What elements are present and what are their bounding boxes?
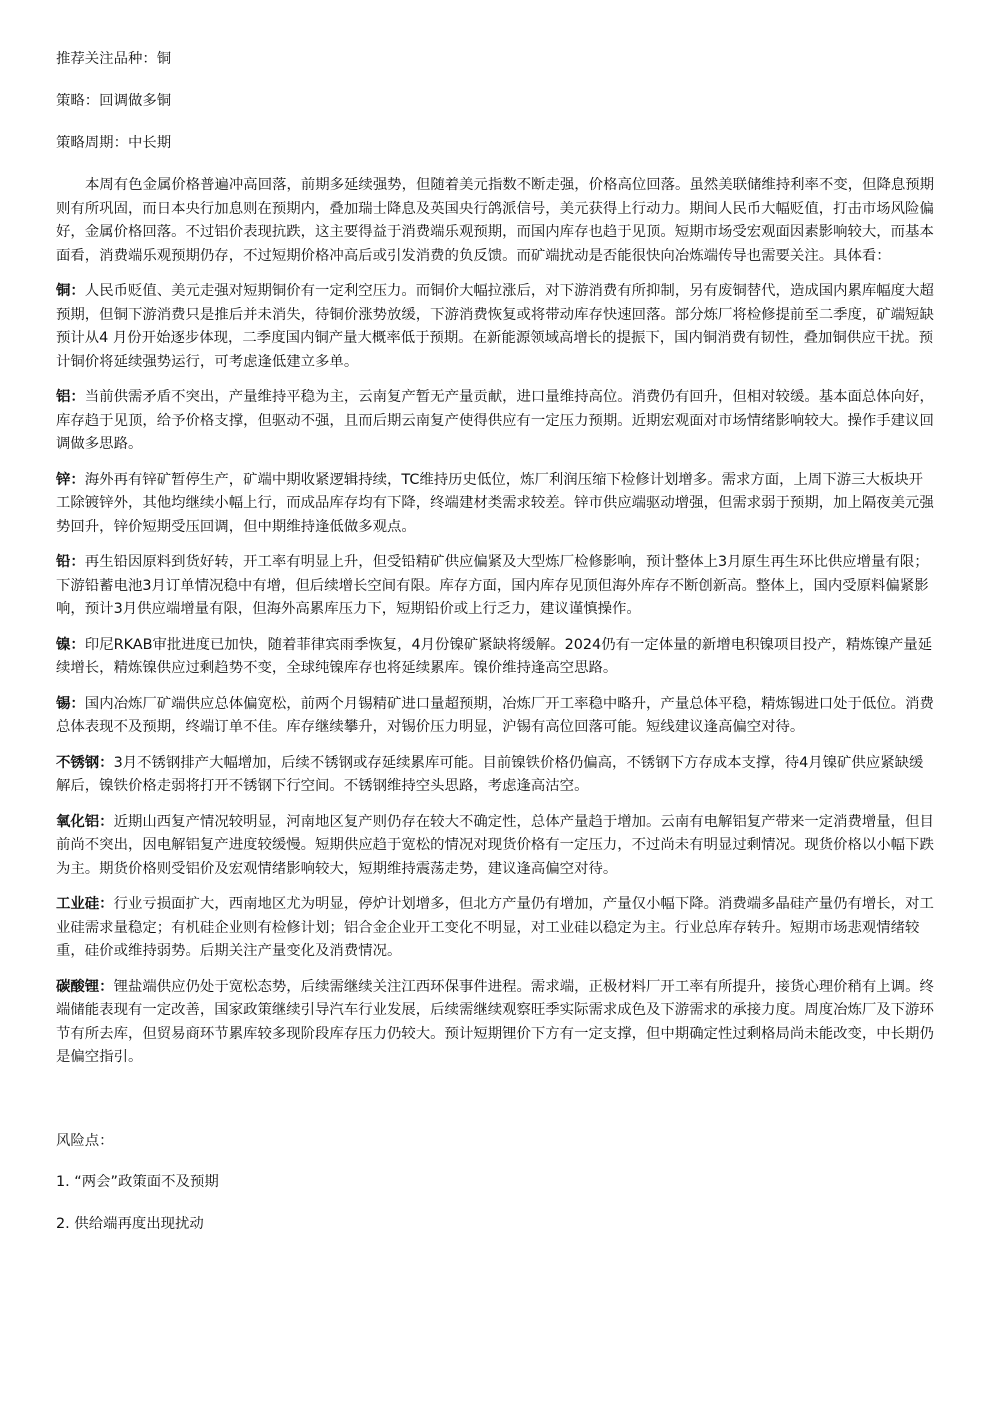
commodity-label: 锡： <box>56 695 85 712</box>
commodity-text: 近期山西复产情况较明显，河南地区复产则仍存在较大不确定性，总体产量趋于增加。云南有电解铝复产带来一定消费增量，但目前尚不突出，因电解铝复产进度较缓慢。短期供应趋于宽松的情况对现货价格有一定压力，不过尚未有明显过剩情况。现货价格以小幅下跌为主。期货价格则受铝价及宏观情绪影响较大，短期维持震荡走势，建议逢高偏空对待。 <box>56 813 934 877</box>
commodity-label: 碳酸锂： <box>56 978 114 995</box>
commodity-section <box>56 752 936 799</box>
commodity-text: 3月不锈钢排产大幅增加，后续不锈钢或存延续累库可能。目前镍铁价格仍偏高，不锈钢下方存成本支撑，待4月镍矿供应紧缺缓解后，镍铁价格走弱将打开不锈钢下行空间。不锈钢维持空头思路，考虑逢高沽空。 <box>56 754 924 794</box>
risk-item: 1. “两会”政策面不及预期 <box>56 1174 219 1190</box>
commodity-label: 铅： <box>56 554 85 570</box>
commodity-text: 行业亏损面扩大，西南地区尤为明显，停炉计划增多，但北方产量仍有增加，产量仅小幅下降。消费端多晶硅产量仍有增长，对工业硅需求量稳定；有机硅企业则有检修计划；铝合金企业开工变化不明显，对工业硅以稳定为主。行业总库存转升。短期市场悲观情绪较重，硅价或维持弱势。后期关注产量变化及消费情况。 <box>56 896 934 959</box>
commodity-label: 不锈钢： <box>56 754 114 771</box>
commodity-section <box>56 551 936 622</box>
commodity-text: 人民币贬值、美元走强对短期铜价有一定利空压力。而铜价大幅拉涨后，对下游消费有所抑制，另有废铜替代，造成国内累库幅度大超预期，但铜下游消费只是推后并未消失，待铜价涨势放缓，下游消费恢复或将带动库存快速回落。部分炼厂将检修提前至二季度，矿端短缺预计从4 月份开始逐步体现，二季度国内铜产量大概率低于预期。在新能源领域高增长的提振下，国内铜消费有韧性，叠加铜供应干扰。预计铜价将延续强势运行，可考虑逢低建立多单。 <box>56 283 934 370</box>
commodity-text: 印尼RKAB审批进度已加快，随着菲律宾雨季恢复，4月份镍矿紧缺将缓解。2024仍有一定体量的新增电积镍项目投产，精炼镍产量延续增长，精炼镍供应过剩趋势不变，全球纯镍库存也将延续累库。镍价维持逢高空思路。 <box>56 636 933 676</box>
commodity-section <box>56 386 936 457</box>
commodity-label: 氧化铝： <box>56 813 114 830</box>
commodity-section <box>56 469 936 540</box>
commodity-label: 镍： <box>56 636 85 653</box>
commodity-sections <box>56 280 936 1070</box>
risk-item: 2. 供给端再度出现扰动 <box>56 1215 204 1232</box>
strategy-period: 策略周期：中长期 <box>56 135 172 151</box>
report-body <box>56 48 936 1254</box>
commodity-label: 锌： <box>56 471 85 488</box>
commodity-section <box>56 280 936 374</box>
commodity-text: 当前供需矛盾不突出，产量维持平稳为主，云南复产暂无产量贡献，进口量维持高位。消费仍有回升，但相对较缓。基本面总体向好，库存趋于见顶，给予价格支撑，但驱动不强，且而后期云南复产使得供应有一定压力预期。近期宏观面对市场情绪影响较大。操作手建议回调做多思路。 <box>56 389 934 452</box>
commodity-section <box>56 693 936 740</box>
strategy: 策略：回调做多铜 <box>56 93 172 109</box>
intro-paragraph: 本周有色金属价格普遍冲高回落，前期多延续强势，但随着美元指数不断走强，价格高位回落。虽然美联储维持利率不变，但降息预期则有所巩固，而日本央行加息则在预期内，叠加瑞士降息及英国央行鸽派信号，美元获得上行动力。期间人民币大幅贬值，打击市场风险偏好，金属价格回落。不过铝价表现抗跌，这主要得益于消费端乐观预期，而国内库存也趋于见顶。短期市场受宏观面因素影响较大，而基本面看，消费端乐观预期仍存，不过短期价格冲高后或引发消费的负反馈。而矿端扰动是否能很快向冶炼端传导也需要关注。具体看： <box>56 177 935 264</box>
commodity-section <box>56 634 936 681</box>
risk-title: 风险点： <box>56 1132 114 1149</box>
commodity-label: 铝： <box>56 389 85 405</box>
recommended-variety: 推荐关注品种：铜 <box>56 51 172 67</box>
commodity-label: 工业硅： <box>56 896 114 912</box>
commodity-label: 铜： <box>56 283 85 299</box>
commodity-section <box>56 976 936 1070</box>
commodity-text: 国内冶炼厂矿端供应总体偏宽松，前两个月锡精矿进口量超预期，冶炼厂开工率稳中略升，产量总体平稳，精炼锡进口处于低位。消费总体表现不及预期，终端订单不佳。库存继续攀升，对锡价压力明显，沪锡有高位回落可能。短线建议逢高偏空对待。 <box>56 695 934 735</box>
commodity-text: 锂盐端供应仍处于宽松态势，后续需继续关注江西环保事件进程。需求端，正极材料厂开工率有所提升，接货心理价稍有上调。终端储能表现有一定改善，国家政策继续引导汽车行业发展，后续需继续观察旺季实际需求成色及下游需求的承接力度。周度冶炼厂及下游环节有所去库，但贸易商环节累库较多现阶段库存压力仍较大。预计短期锂价下方有一定支撑，但中期确定性过剩格局尚未能改变，中长期仍是偏空指引。 <box>56 978 934 1065</box>
commodity-text: 海外再有锌矿暂停生产，矿端中期收紧逻辑持续，TC维持历史低位，炼厂利润压缩下检修计划增多。需求方面，上周下游三大板块开工除镀锌外，其他均继续小幅上行，而成品库存均有下降，终端建材类需求较差。锌市供应端驱动增强，但需求弱于预期，加上隔夜美元强势回升，锌价短期受压回调，但中期维持逢低做多观点。 <box>56 471 934 535</box>
commodity-section <box>56 893 936 964</box>
commodity-section <box>56 811 936 882</box>
commodity-text: 再生铅因原料到货好转，开工率有明显上升，但受铅精矿供应偏紧及大型炼厂检修影响，预计整体上3月原生再生环比供应增量有限；下游铅蓄电池3月订单情况稳中有增，但后续增长空间有限。库存方面，国内库存见顶但海外库存不断创新高。整体上，国内受原料偏紧影响，预计3月供应端增量有限，但海外高累库压力下，短期铅价或上行乏力，建议谨慎操作。 <box>56 554 929 617</box>
